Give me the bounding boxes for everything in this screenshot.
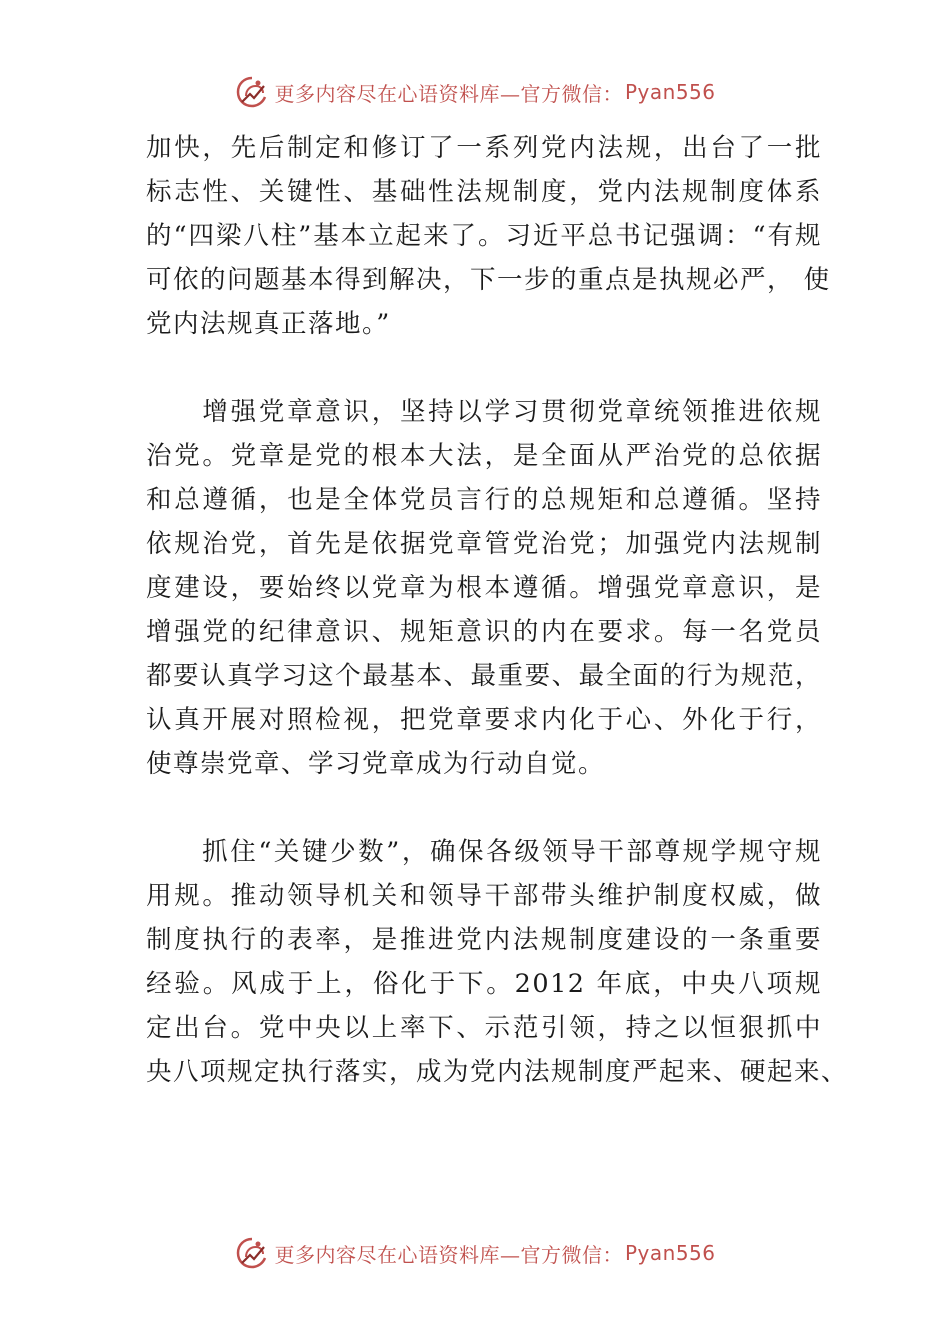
- text-line: 制度执行的表率，是推进党内法规制度建设的一条重要: [146, 925, 822, 955]
- footer-watermark: [0, 1233, 950, 1273]
- text-line: 可依的问题基本得到解决，下一步的重点是执规必严， 使: [146, 265, 831, 295]
- watermark-contact: Pyan556: [624, 1241, 716, 1265]
- text-line: 加快，先后制定和修订了一系列党内法规，出台了一批: [146, 133, 822, 163]
- text-line: 认真开展对照检视，把党章要求内化于心、外化于行，: [146, 705, 822, 735]
- text-line: 增强党的纪律意识、规矩意识的内在要求。每一名党员: [146, 617, 822, 647]
- paragraph-spacer: [146, 786, 822, 830]
- text-line: 定出台。党中央以上率下、示范引领，持之以恒狠抓中: [146, 1013, 822, 1043]
- brand-logo-icon: [234, 74, 270, 110]
- header-watermark: [0, 72, 950, 112]
- paragraph-1: [146, 126, 831, 346]
- text-line: 央八项规定执行落实，成为党内法规制度严起来、硬起来、: [146, 1057, 849, 1087]
- text-line: 和总遵循，也是全体党员言行的总规矩和总遵循。坚持: [146, 485, 822, 515]
- watermark-text: 更多内容尽在心语资料库—官方微信：: [274, 81, 623, 106]
- text-line: 依规治党，首先是依据党章管党治党；加强党内法规制: [146, 529, 822, 559]
- brand-logo-icon: [234, 1235, 270, 1271]
- text-line: 抓住“关键少数”，确保各级领导干部尊规学规守规: [146, 837, 822, 867]
- watermark-text: 更多内容尽在心语资料库—官方微信：: [274, 1242, 623, 1267]
- watermark-contact: Pyan556: [624, 80, 716, 104]
- paragraph-spacer: [146, 346, 822, 390]
- text-line: 用规。推动领导机关和领导干部带头维护制度权威，做: [146, 881, 822, 911]
- text-line: 的“四梁八柱”基本立起来了。习近平总书记强调：“有规: [146, 221, 822, 251]
- text-line: 度建设，要始终以党章为根本遵循。增强党章意识，是: [146, 573, 822, 603]
- text-line: 都要认真学习这个最基本、最重要、最全面的行为规范，: [146, 661, 822, 691]
- paragraph-2: [146, 390, 822, 786]
- paragraph-3: [146, 830, 849, 1094]
- text-line: 党内法规真正落地。”: [146, 309, 391, 339]
- text-line: 使尊崇党章、学习党章成为行动自觉。: [146, 749, 606, 779]
- text-line: 标志性、关键性、基础性法规制度，党内法规制度体系: [146, 177, 822, 207]
- text-line: 增强党章意识，坚持以学习贯彻党章统领推进依规: [146, 397, 822, 427]
- text-line: 经验。风成于上，俗化于下。2012 年底，中央八项规: [146, 969, 822, 999]
- text-line: 治党。党章是党的根本大法，是全面从严治党的总依据: [146, 441, 822, 471]
- document-body: [146, 126, 849, 1094]
